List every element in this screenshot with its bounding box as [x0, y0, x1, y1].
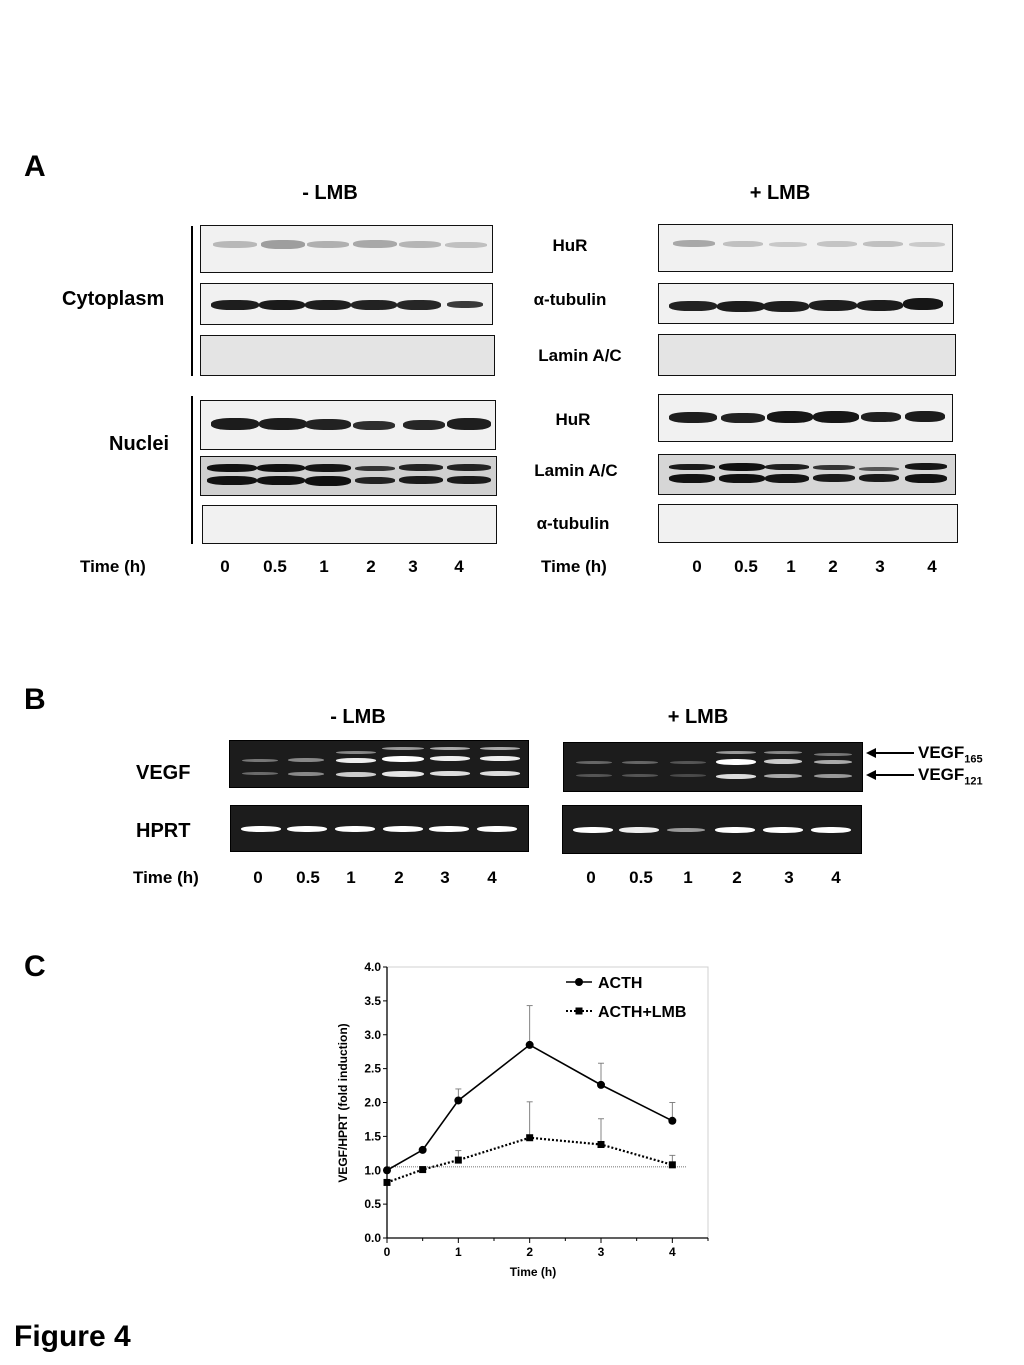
row-label-lamin-nuc: Lamin A/C — [534, 461, 618, 480]
gel-plus-hprt — [562, 805, 862, 854]
row-label-tubulin-nuc: α-tubulin — [536, 514, 610, 533]
panel-a-plus-time-0: 0 — [692, 557, 702, 576]
y-tick-label: 3.0 — [364, 1027, 381, 1042]
blot-minus-hur-cyto — [200, 225, 493, 273]
data-point — [669, 1161, 676, 1168]
panel-a-plus-lmb-header: + LMB — [749, 182, 811, 204]
panel-b-plus-lmb-header: + LMB — [667, 706, 729, 728]
row-label-hur-cyto: HuR — [552, 236, 588, 255]
panel-a-plus-time-2: 2 — [828, 557, 838, 576]
y-tick-label: 1.5 — [364, 1129, 381, 1144]
legend-label: ACTH — [598, 975, 643, 992]
panel-b-minus-time-4: 4 — [487, 868, 497, 887]
isoform-label-121-sub: 121 — [964, 775, 983, 788]
isoform-label-121-text: VEGF — [918, 765, 965, 784]
blot-minus-hur-nuc — [200, 400, 496, 450]
isoform-label-121 — [918, 765, 983, 787]
chart-legend — [566, 975, 686, 1021]
isoform-label-165-sub: 165 — [964, 753, 983, 766]
panel-b-minus-time-0: 0 — [253, 868, 263, 887]
isoform-label-165 — [918, 743, 983, 765]
panel-a-minus-time-1: 1 — [319, 557, 329, 576]
panel-b-minus-time-3: 3 — [440, 868, 450, 887]
blot-plus-lamin-cyto — [658, 334, 956, 376]
blot-minus-lamin-nuc — [200, 456, 497, 496]
gel-row-label-vegf: VEGF — [136, 762, 191, 784]
data-point — [419, 1146, 427, 1154]
panel-a-plus-time-4: 4 — [927, 557, 937, 576]
panel-b-minus-time-0.5: 0.5 — [296, 868, 320, 887]
data-point — [383, 1166, 391, 1174]
data-point — [668, 1117, 676, 1125]
blot-plus-hur-cyto — [658, 224, 953, 272]
panel-b-time-label: Time (h) — [133, 868, 199, 887]
figure-title: Figure 4 — [14, 1320, 131, 1353]
y-tick-label: 2.5 — [364, 1061, 381, 1076]
panel-a-letter: A — [24, 150, 46, 183]
y-tick-label: 0.0 — [364, 1231, 381, 1245]
cytoplasm-label: Cytoplasm — [62, 288, 165, 310]
panel-a-minus-time-3: 3 — [408, 557, 418, 576]
gel-minus-vegf — [229, 740, 529, 788]
blot-plus-lamin-nuc — [658, 454, 956, 495]
panel-b-plus-time-2: 2 — [732, 868, 742, 887]
row-label-hur-nuc: HuR — [555, 410, 591, 429]
x-axis-label: Time (h) — [509, 1265, 557, 1279]
panel-a-plus-time-3: 3 — [875, 557, 885, 576]
y-axis-label: VEGF/HPRT (fold induction) — [336, 1023, 350, 1183]
legend-label: ACTH+LMB — [598, 1004, 687, 1021]
gel-row-label-hprt: HPRT — [136, 820, 191, 842]
isoform-arrows — [864, 742, 924, 782]
legend-marker — [575, 978, 583, 986]
series-line-1 — [387, 1138, 672, 1183]
y-tick-label: 4.0 — [364, 960, 381, 974]
blot-minus-tubulin-cyto — [200, 283, 493, 325]
gel-plus-vegf — [563, 742, 863, 792]
panel-b-minus-lmb-header: - LMB — [330, 706, 386, 728]
panel-a-plus-time-1: 1 — [786, 557, 796, 576]
x-tick-label: 4 — [668, 1245, 676, 1259]
row-label-lamin-cyto: Lamin A/C — [538, 346, 622, 365]
nuclei-label: Nuclei — [109, 433, 170, 455]
y-tick-label: 3.5 — [364, 993, 381, 1008]
x-tick-label: 3 — [597, 1245, 605, 1259]
panel-a-minus-time-0: 0 — [220, 557, 230, 576]
panel-a-minus-time-0.5: 0.5 — [263, 557, 287, 576]
y-tick-label: 2.0 — [364, 1095, 381, 1110]
data-point — [526, 1134, 533, 1141]
panel-a-minus-time-4: 4 — [454, 557, 464, 576]
line-chart — [330, 955, 720, 1285]
data-point — [384, 1179, 391, 1186]
data-point — [455, 1157, 462, 1164]
blot-plus-tubulin-nuc — [658, 504, 958, 543]
y-tick-label: 0.5 — [364, 1197, 381, 1212]
panel-b-plus-time-0.5: 0.5 — [629, 868, 653, 887]
row-label-tubulin-cyto: α-tubulin — [533, 290, 607, 309]
panel-b-minus-time-1: 1 — [346, 868, 356, 887]
panel-b-plus-time-4: 4 — [831, 868, 841, 887]
data-point — [419, 1166, 426, 1173]
panel-a-minus-time-2: 2 — [366, 557, 376, 576]
data-point — [454, 1096, 462, 1104]
y-tick-label: 1.0 — [364, 1163, 381, 1178]
x-tick-label: 0 — [383, 1245, 391, 1259]
panel-a-time-label-minus: Time (h) — [80, 557, 146, 576]
blot-minus-lamin-cyto — [200, 335, 495, 376]
panel-a-minus-lmb-header: - LMB — [302, 182, 358, 204]
blot-plus-hur-nuc — [658, 394, 953, 442]
gel-minus-hprt — [230, 805, 529, 852]
panel-b-minus-time-2: 2 — [394, 868, 404, 887]
blot-plus-tubulin-cyto — [658, 283, 954, 324]
x-tick-label: 2 — [526, 1245, 534, 1259]
data-point — [526, 1041, 534, 1049]
panel-a-time-label-plus: Time (h) — [541, 557, 607, 576]
legend-marker — [576, 1008, 583, 1015]
panel-c-letter: C — [24, 950, 46, 983]
x-tick-label: 1 — [454, 1245, 462, 1259]
nuclei-bracket — [191, 396, 193, 544]
panel-b-letter: B — [24, 683, 46, 716]
data-point — [597, 1081, 605, 1089]
isoform-label-165-text: VEGF — [918, 743, 965, 762]
panel-b-plus-time-3: 3 — [784, 868, 794, 887]
blot-minus-tubulin-nuc — [202, 505, 497, 544]
panel-b-plus-time-0: 0 — [586, 868, 596, 887]
panel-b-plus-time-1: 1 — [683, 868, 693, 887]
data-point — [598, 1141, 605, 1148]
cytoplasm-bracket — [191, 226, 193, 376]
panel-a-plus-time-0.5: 0.5 — [734, 557, 758, 576]
